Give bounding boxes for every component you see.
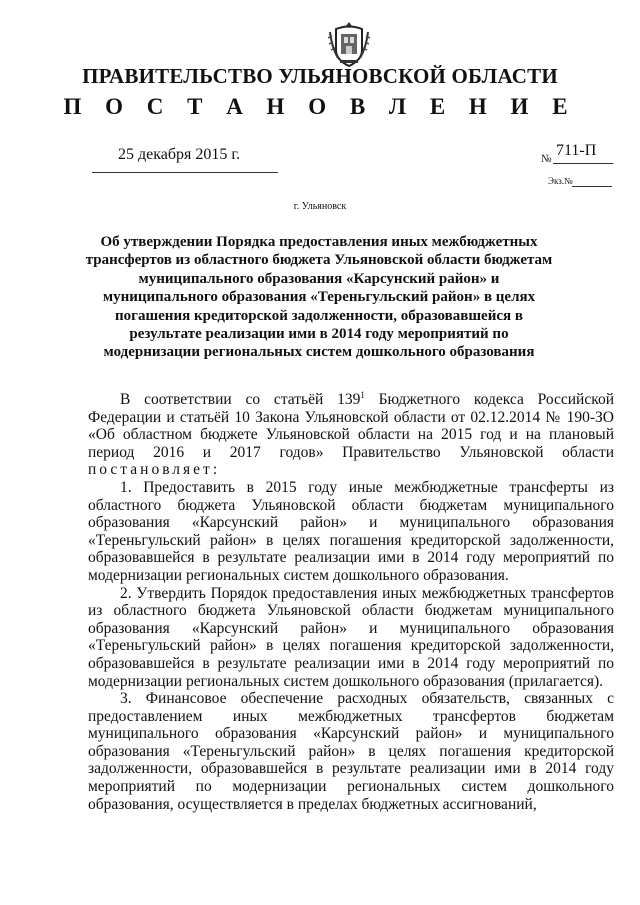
article-superscript: 1	[360, 389, 365, 400]
decree-title: Об утверждении Порядка предоставления иных межбюджетных трансфертов из областного бюджета Ульяновской области бюджетам муниципального образования «Карсунский район» и муниципального образования «Тереньгульский район» в целях погашения кредиторской задолженности, образовавшейся в результате реализации ими в 2014 году мероприятий по модернизации региональных систем дошкольного образования	[85, 234, 553, 361]
document-type: П О С Т А Н О В Л Е Н И Е	[63, 94, 577, 119]
coat-of-arms-icon	[326, 20, 372, 68]
resolves-word: постановляет:	[88, 461, 221, 479]
number-underline	[553, 163, 613, 164]
preamble-paragraph	[88, 391, 614, 479]
copy-number-underline	[572, 186, 612, 187]
preamble-part-a: В соответствии со статьёй 139	[120, 391, 361, 408]
decree-number: 711-П	[556, 142, 597, 159]
item-2-paragraph: 2. Утвердить Порядок предоставления иных межбюджетных трансфертов из областного бюджета Ульяновской области бюджетам муниципального образования «Карсунский район» и муниципального образования «Тереньгульский район» в целях погашения кредиторской задолженности, образовавшейся в результате реализации ими в 2014 году мероприятий по модернизации региональных систем дошкольного образования (прилагается).	[88, 584, 614, 690]
city: г. Ульяновск	[293, 201, 347, 212]
copy-number-label: Экз.№	[548, 176, 573, 186]
decree-date: 25 декабря 2015 г.	[118, 146, 241, 163]
item-3-paragraph: 3. Финансовое обеспечение расходных обязательств, связанных с предоставлением иных межбюджетных трансфертов бюджетам муниципального образования «Карсунский район» и муниципального образования «Тереньгульский район» в целях погашения кредиторской задолженности, образовавшейся в результате реализации ими в 2014 году мероприятий по модернизации региональных систем дошкольного образования, осуществляется в пределах бюджетных ассигнований,	[88, 690, 614, 813]
number-sign: №	[541, 153, 552, 165]
decree-body	[88, 391, 614, 813]
date-underline	[92, 172, 278, 173]
government-name: ПРАВИТЕЛЬСТВО УЛЬЯНОВСКОЙ ОБЛАСТИ	[82, 64, 558, 88]
item-1-paragraph: 1. Предоставить в 2015 году иные межбюджетные трансферты из областного бюджета Ульяновской области бюджетам муниципального образования «Карсунский район» и муниципального образования «Тереньгульский район» в целях погашения кредиторской задолженности, образовавшейся в результате реализации ими в 2014 году мероприятий по модернизации региональных систем дошкольного образования.	[88, 478, 614, 584]
preamble-part-b: Бюджетного кодекса Российской Федерации и статьёй 10 Закона Ульяновской области от 02.12.2014 № 190-ЗО «Об областном бюджете Ульяновской области на 2015 год и на плановый период 2016 и 2017 годов» Правительство Ульяновской области	[88, 391, 615, 461]
